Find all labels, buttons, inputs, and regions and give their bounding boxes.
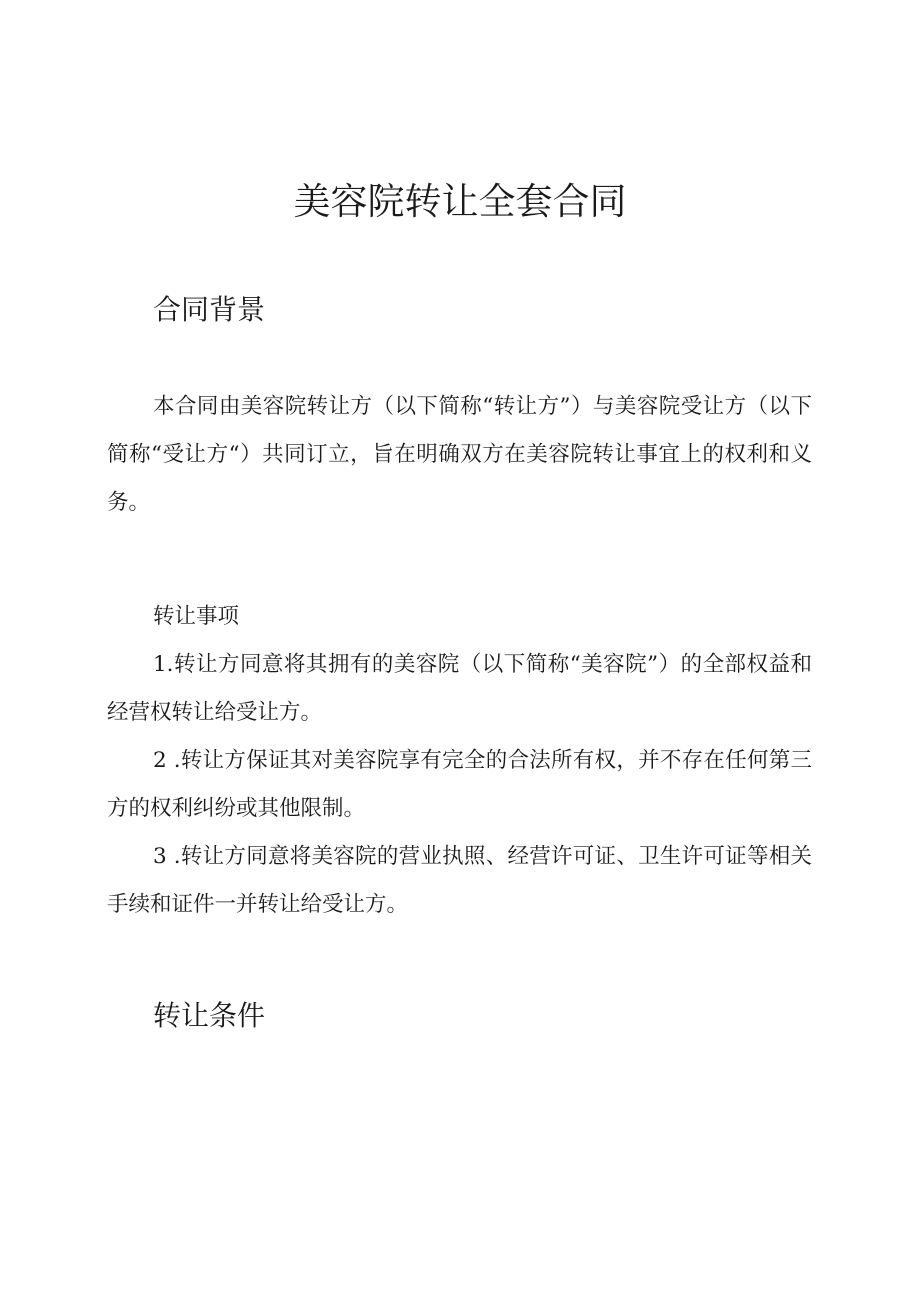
transfer-items-subheading: 转让事项 (153, 604, 240, 629)
transfer-item-1: 1.转让方同意将其拥有的美容院（以下简称“美容院”）的全部权益和经营权转让给受让方。 (107, 652, 812, 725)
section-heading-conditions: 转让条件 (153, 999, 266, 1032)
transfer-item-3: 3 .转让方同意将美容院的营业执照、经营许可证、卫生许可证等相关手续和证件一并转让给受让方。 (107, 844, 812, 917)
section-heading-background: 合同背景 (153, 293, 266, 326)
transfer-item-2: 2 .转让方保证其对美容院享有完全的合法所有权，并不存在任何第三方的权利纠纷或其他限制。 (107, 748, 812, 821)
document-title: 美容院转让全套合同 (293, 180, 627, 223)
background-paragraph: 本合同由美容院转让方（以下简称“转让方”）与美容院受让方（以下简称“受让方“）共同订立，旨在明确双方在美容院转让事宜上的权利和义务。 (107, 394, 812, 515)
